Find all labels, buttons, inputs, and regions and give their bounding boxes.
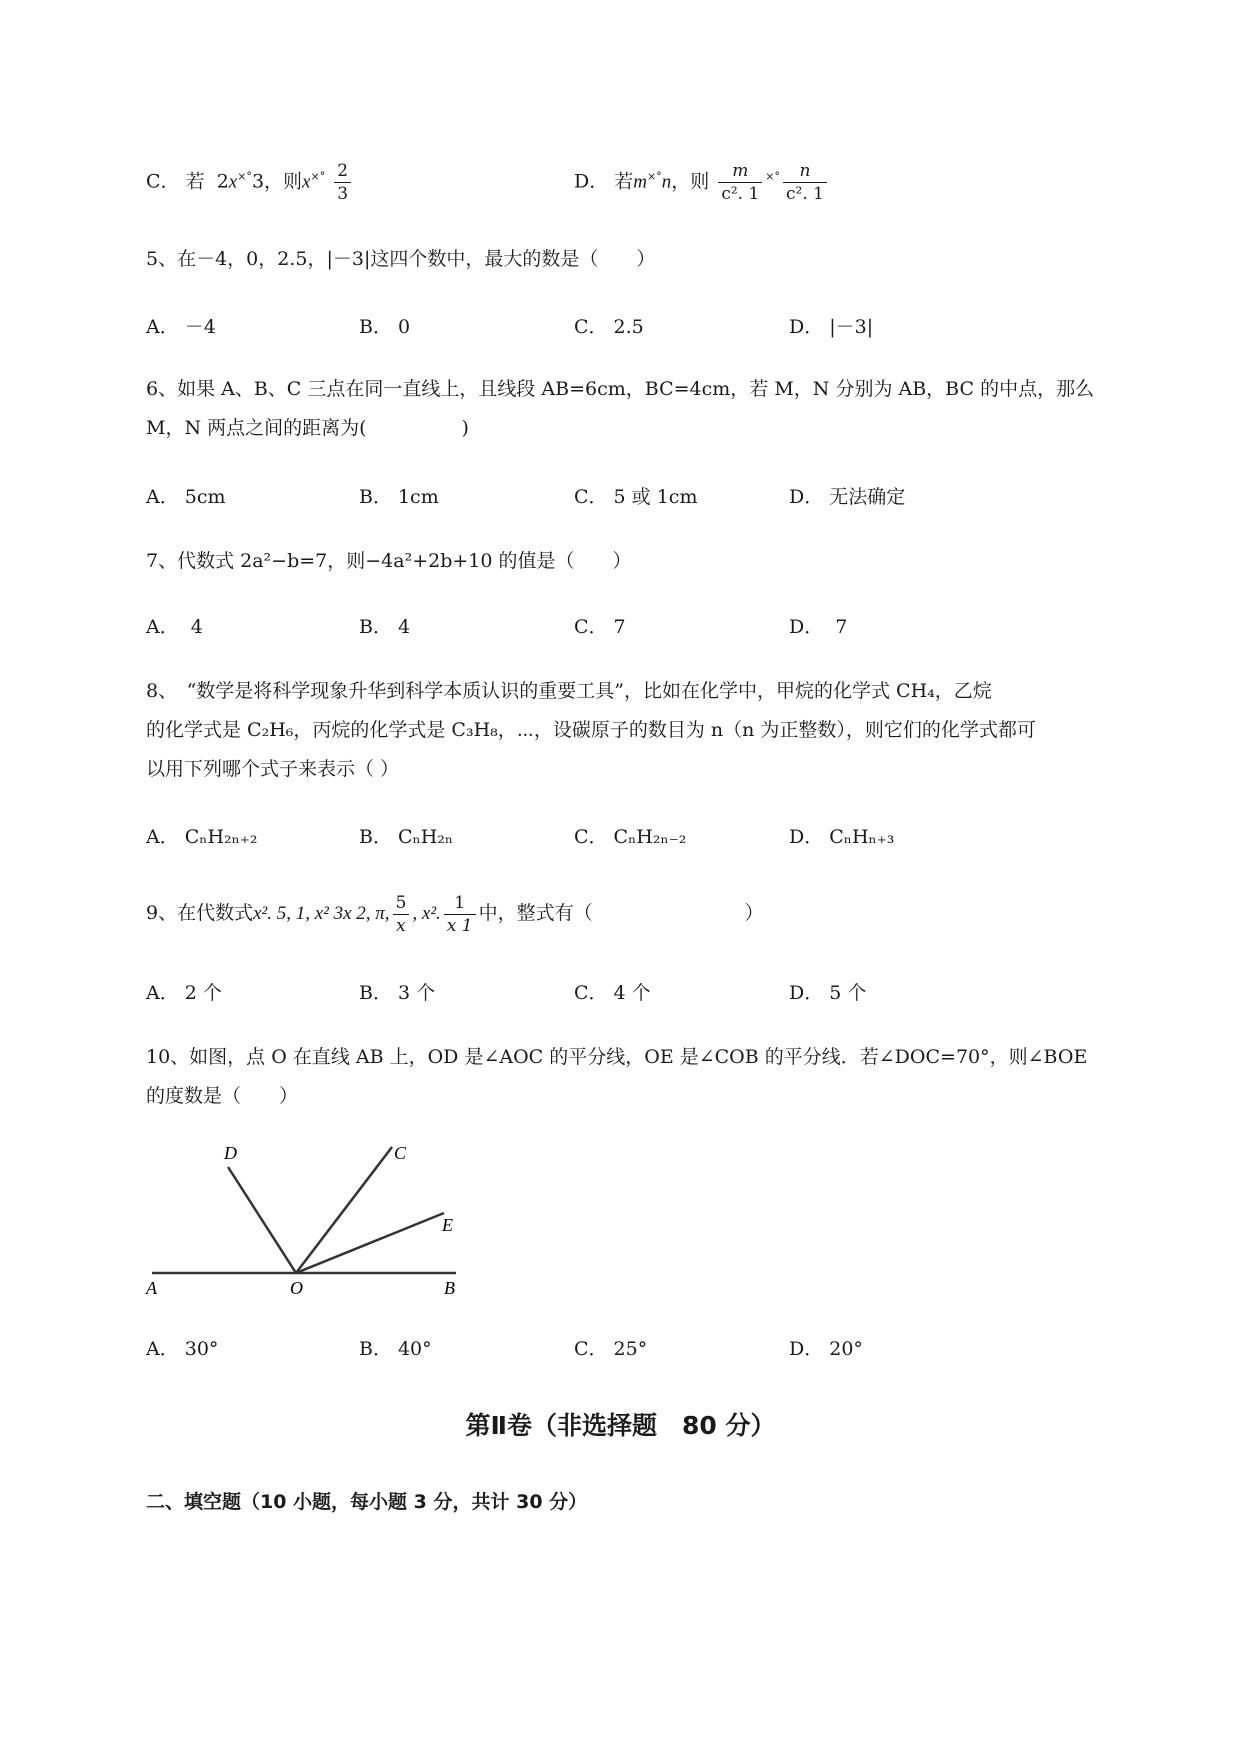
option-text: 5cm xyxy=(184,486,226,508)
question-7 xyxy=(146,542,1146,581)
option-text: CₙH₂ₙ₊₂ xyxy=(184,826,258,848)
option-label: D． xyxy=(574,170,609,193)
option-c[interactable] xyxy=(574,822,686,849)
question-10-options xyxy=(146,1334,1106,1364)
option-label: C． xyxy=(574,486,608,508)
option-d[interactable] xyxy=(789,612,847,639)
option-text: CₙHₙ₊₃ xyxy=(829,826,895,848)
option-text: 5 个 xyxy=(829,982,867,1004)
option-label: C． xyxy=(574,616,608,638)
frac-num: m xyxy=(718,160,762,183)
frac-num: 5 xyxy=(393,892,410,915)
option-text: 40° xyxy=(397,1338,432,1360)
option-label: A． xyxy=(146,1338,179,1360)
option-c[interactable] xyxy=(574,978,651,1005)
question-text-line: 10、如图，点 O 在直线 AB 上，OD 是∠AOC 的平分线，OE 是∠COB 的平分线．若∠DOC=70°，则∠BOE xyxy=(146,1046,1088,1068)
q4-option-d: D． 若m×°n，则 $\frac{m}{\text{c². 1}}$ ×° $\frac{n}{\text{c². 1}}$ xyxy=(574,160,830,205)
option-label: C． xyxy=(574,826,608,848)
option-c[interactable] xyxy=(574,1334,647,1361)
frac-num: 1 xyxy=(444,892,476,915)
part-title: 二、填空题（10 小题，每小题 3 分，共计 30 分） xyxy=(146,1491,588,1513)
question-text-line: 以用下列哪个式子来表示（ ） xyxy=(146,758,400,780)
option-text: 30° xyxy=(184,1338,219,1360)
label-o: O xyxy=(290,1278,303,1295)
option-label: A． xyxy=(146,486,179,508)
option-text: 5 或 1cm xyxy=(613,486,698,508)
question-prefix: 9、在代数式 xyxy=(146,902,254,924)
option-text: －4 xyxy=(184,316,216,338)
question-text: 7、代数式 2a²−b=7，则−4a²+2b+10 的值是（ ） xyxy=(146,550,632,572)
ray-od xyxy=(228,1167,296,1273)
option-text: 无法确定 xyxy=(829,486,906,508)
label-c: C xyxy=(394,1143,407,1163)
question-suffix: 中，整式有（ ） xyxy=(478,902,764,924)
question-8 xyxy=(146,672,1146,789)
option-if: 若 xyxy=(614,170,634,193)
question-8-options xyxy=(146,822,1106,852)
option-b[interactable] xyxy=(359,822,453,849)
question-6 xyxy=(146,370,1146,448)
option-text: 2.5 xyxy=(613,316,644,338)
option-label: C． xyxy=(574,1338,608,1360)
label-d: D xyxy=(224,1143,237,1163)
section-title: 第Ⅱ卷（非选择题 80 分） xyxy=(465,1411,776,1440)
option-label: B． xyxy=(359,1338,392,1360)
option-text: 7 xyxy=(829,616,848,638)
option-label: B． xyxy=(359,616,392,638)
option-c[interactable] xyxy=(574,482,697,509)
option-then: ，则 xyxy=(264,170,303,193)
option-a[interactable] xyxy=(146,312,216,339)
option-label: D． xyxy=(789,616,824,638)
option-label: B． xyxy=(359,982,392,1004)
option-b[interactable] xyxy=(359,1334,432,1361)
option-text: 4 xyxy=(184,616,203,638)
question-9-options xyxy=(146,978,1106,1008)
option-text: |－3| xyxy=(829,316,874,338)
question-text-line: 6、如果 A、B、C 三点在同一直线上，且线段 AB=6cm，BC=4cm，若 M，N 分别为 AB，BC 的中点，那么 xyxy=(146,378,1095,400)
option-b[interactable] xyxy=(359,482,439,509)
question-text-line: 的度数是（ ） xyxy=(146,1085,299,1107)
angle-figure xyxy=(140,1135,470,1295)
option-d[interactable] xyxy=(789,482,905,509)
frac-den: x xyxy=(396,915,406,936)
option-text: 1cm xyxy=(397,486,439,508)
option-text: 25° xyxy=(613,1338,648,1360)
fraction-m xyxy=(718,160,762,205)
frac-den: c². 1 xyxy=(721,184,760,204)
option-label: A． xyxy=(146,616,179,638)
option-a[interactable] xyxy=(146,978,222,1005)
question-5 xyxy=(146,240,1146,279)
option-c[interactable] xyxy=(574,612,626,639)
option-b[interactable] xyxy=(359,978,435,1005)
option-label: B． xyxy=(359,486,392,508)
option-text: 4 xyxy=(397,616,411,638)
frac-num: 2 xyxy=(334,160,351,183)
fraction-5-over-x xyxy=(393,892,410,937)
fraction xyxy=(334,160,351,205)
q4-option-c: C． 若 2x×°3，则x×° $\frac{2}{3}$ xyxy=(146,160,354,205)
option-label: D． xyxy=(789,1338,824,1360)
option-a[interactable] xyxy=(146,1334,218,1361)
expression-mid: , x². xyxy=(412,903,441,924)
option-d[interactable] xyxy=(789,822,894,849)
option-text: 4 个 xyxy=(613,982,651,1004)
option-then: ，则 xyxy=(671,170,710,193)
frac-den: 3 xyxy=(337,184,349,204)
option-label: A． xyxy=(146,826,179,848)
label-b: B xyxy=(444,1278,455,1295)
question-9 xyxy=(146,888,764,938)
fraction-1-over-x1 xyxy=(444,892,476,937)
option-label: D． xyxy=(789,826,824,848)
option-label: B． xyxy=(359,826,392,848)
option-label: A． xyxy=(146,316,179,338)
option-label: C． xyxy=(574,982,608,1004)
option-text: 7 xyxy=(613,616,626,638)
option-a[interactable] xyxy=(146,482,225,509)
option-b[interactable] xyxy=(359,312,410,339)
question-6-options xyxy=(146,482,1106,512)
frac-den: c². 1 xyxy=(786,184,824,204)
option-label: D． xyxy=(789,486,824,508)
option-a[interactable] xyxy=(146,822,258,849)
option-label: D． xyxy=(789,982,824,1004)
question-5-options xyxy=(146,312,1106,342)
option-label: B． xyxy=(359,316,392,338)
question-text: 5、在－4，0，2.5，|－3|这四个数中，最大的数是（ ） xyxy=(146,248,656,270)
question-text-line: 的化学式是 C₂H₆，丙烷的化学式是 C₃H₈，⋯，设碳原子的数目为 n（n 为正整数），则它们的化学式都可 xyxy=(146,719,1036,741)
rhs: 3 xyxy=(251,170,265,193)
option-text: CₙH₂ₙ₋₂ xyxy=(613,826,687,848)
label-a: A xyxy=(146,1278,157,1295)
fraction-n xyxy=(783,160,827,205)
question-7-options xyxy=(146,612,1106,642)
option-label: C． xyxy=(146,170,180,193)
option-d[interactable] xyxy=(789,312,873,339)
option-b[interactable] xyxy=(359,612,410,639)
frac-den: x 1 xyxy=(446,915,473,936)
question-text-line: M，N 两点之间的距离为( ) xyxy=(146,417,469,439)
question-text-line: 8、 “数学是将科学现象升华到科学本质认识的重要工具”，比如在化学中，甲烷的化学式 CH₄，乙烷 xyxy=(146,680,992,702)
option-label: C． xyxy=(574,316,608,338)
option-c[interactable] xyxy=(574,312,644,339)
option-text: 20° xyxy=(829,1338,863,1360)
option-if: 若 xyxy=(185,170,205,193)
label-e: E xyxy=(442,1215,453,1235)
option-text: CₙH₂ₙ xyxy=(397,826,454,848)
expression: x². 5, 1, x² 3x 2, π, xyxy=(253,903,390,924)
frac-num: n xyxy=(783,160,827,183)
option-d[interactable] xyxy=(789,978,866,1005)
option-d[interactable] xyxy=(789,1334,863,1361)
option-a[interactable] xyxy=(146,612,203,639)
option-text: 0 xyxy=(397,316,411,338)
option-text: 3 个 xyxy=(397,982,436,1004)
option-label: D． xyxy=(789,316,824,338)
question-10 xyxy=(146,1038,1146,1116)
option-label: A． xyxy=(146,982,179,1004)
option-text: 2 个 xyxy=(184,982,222,1004)
